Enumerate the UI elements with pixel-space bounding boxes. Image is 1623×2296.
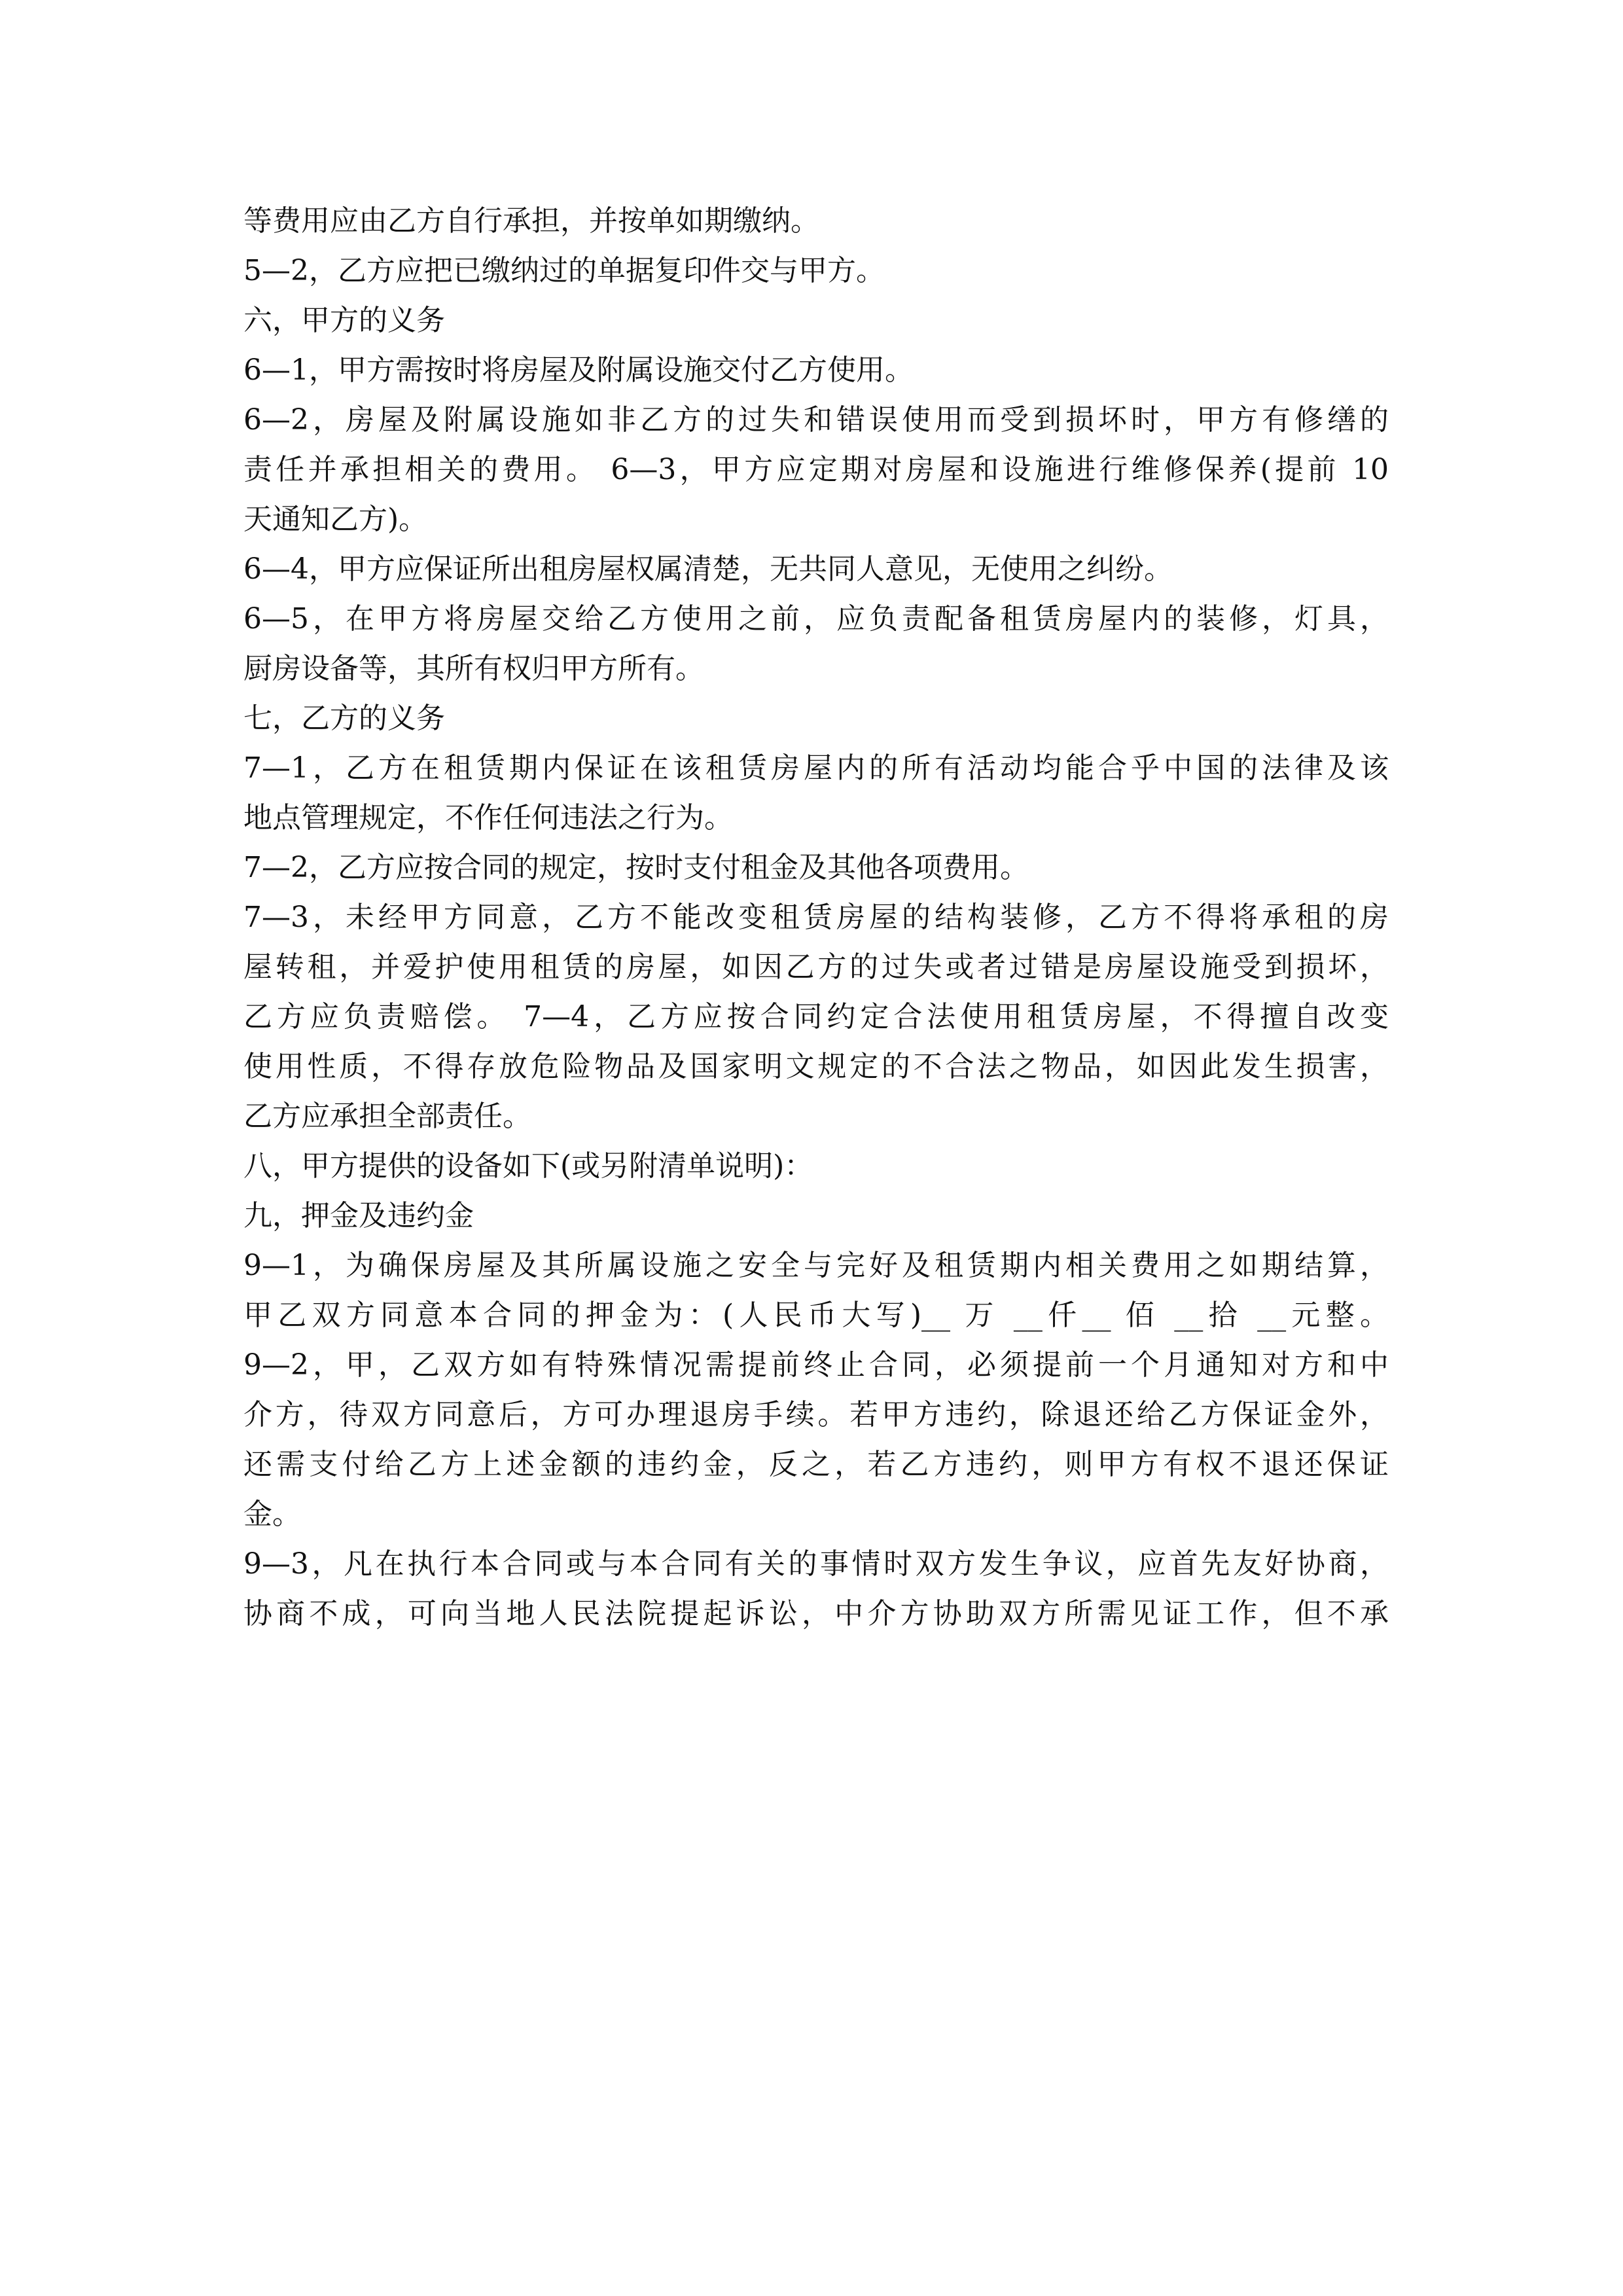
- section-heading: 六，甲方的义务: [243, 304, 445, 337]
- text-line: 甲乙双方同意本合同的押金为：(人民币大写)__ 万 __仟__ 佰 __拾 __元整。: [243, 1299, 1389, 1332]
- text-line: 乙方应负责赔偿。 7—4，乙方应按合同约定合法使用租赁房屋，不得擅自改变: [243, 1000, 1389, 1033]
- text-line: 还需支付给乙方上述金额的违约金，反之，若乙方违约，则甲方有权不退还保证: [243, 1448, 1389, 1481]
- text-line: 6—2，房屋及附属设施如非乙方的过失和错误使用而受到损坏时，甲方有修缮的: [243, 403, 1389, 437]
- section-heading: 九，押金及违约金: [243, 1199, 474, 1232]
- text-line: 7—3，未经甲方同意，乙方不能改变租赁房屋的结构装修，乙方不得将承租的房: [243, 901, 1389, 934]
- text-line: 厨房设备等，其所有权归甲方所有。: [243, 652, 704, 685]
- text-line: 责任并承担相关的费用。 6—3，甲方应定期对房屋和设施进行维修保养(提前 10: [243, 453, 1389, 486]
- text-line: 6—4，甲方应保证所出租房屋权属清楚，无共同人意见，无使用之纠纷。: [243, 552, 1173, 586]
- text-line: 屋转租，并爱护使用租赁的房屋，如因乙方的过失或者过错是房屋设施受到损坏，: [243, 950, 1389, 984]
- text-line: 介方，待双方同意后，方可办理退房手续。若甲方违约，除退还给乙方保证金外，: [243, 1398, 1389, 1431]
- text-line: 等费用应由乙方自行承担，并按单如期缴纳。: [243, 204, 819, 238]
- text-line: 7—2，乙方应按合同的规定，按时支付租金及其他各项费用。: [243, 851, 1029, 884]
- section-heading: 八，甲方提供的设备如下(或另附清单说明)：: [243, 1149, 813, 1183]
- text-line: 金。: [243, 1498, 301, 1531]
- section-heading: 七，乙方的义务: [243, 702, 445, 735]
- text-line: 5—2，乙方应把已缴纳过的单据复印件交与甲方。: [243, 254, 885, 287]
- text-line: 9—3，凡在执行本合同或与本合同有关的事情时双方发生争议，应首先友好协商，: [243, 1547, 1389, 1581]
- text-line: 7—1，乙方在租赁期内保证在该租赁房屋内的所有活动均能合乎中国的法律及该: [243, 751, 1389, 785]
- text-line: 乙方应承担全部责任。: [243, 1100, 531, 1133]
- contract-body: [243, 196, 1389, 1639]
- text-line: 9—1，为确保房屋及其所属设施之安全与完好及租赁期内相关费用之如期结算，: [243, 1249, 1389, 1282]
- text-line: 9—2，甲，乙双方如有特殊情况需提前终止合同，必须提前一个月通知对方和中: [243, 1348, 1389, 1382]
- text-line: 6—5，在甲方将房屋交给乙方使用之前，应负责配备租赁房屋内的装修，灯具，: [243, 602, 1389, 636]
- text-line: 6—1，甲方需按时将房屋及附属设施交付乙方使用。: [243, 353, 914, 387]
- text-line: 地点管理规定，不作任何违法之行为。: [243, 801, 733, 834]
- text-line: 协商不成，可向当地人民法院提起诉讼，中介方协助双方所需见证工作，但不承: [243, 1597, 1389, 1630]
- text-line: 天通知乙方)。: [243, 503, 428, 536]
- text-line: 使用性质，不得存放危险物品及国家明文规定的不合法之物品，如因此发生损害，: [243, 1050, 1389, 1083]
